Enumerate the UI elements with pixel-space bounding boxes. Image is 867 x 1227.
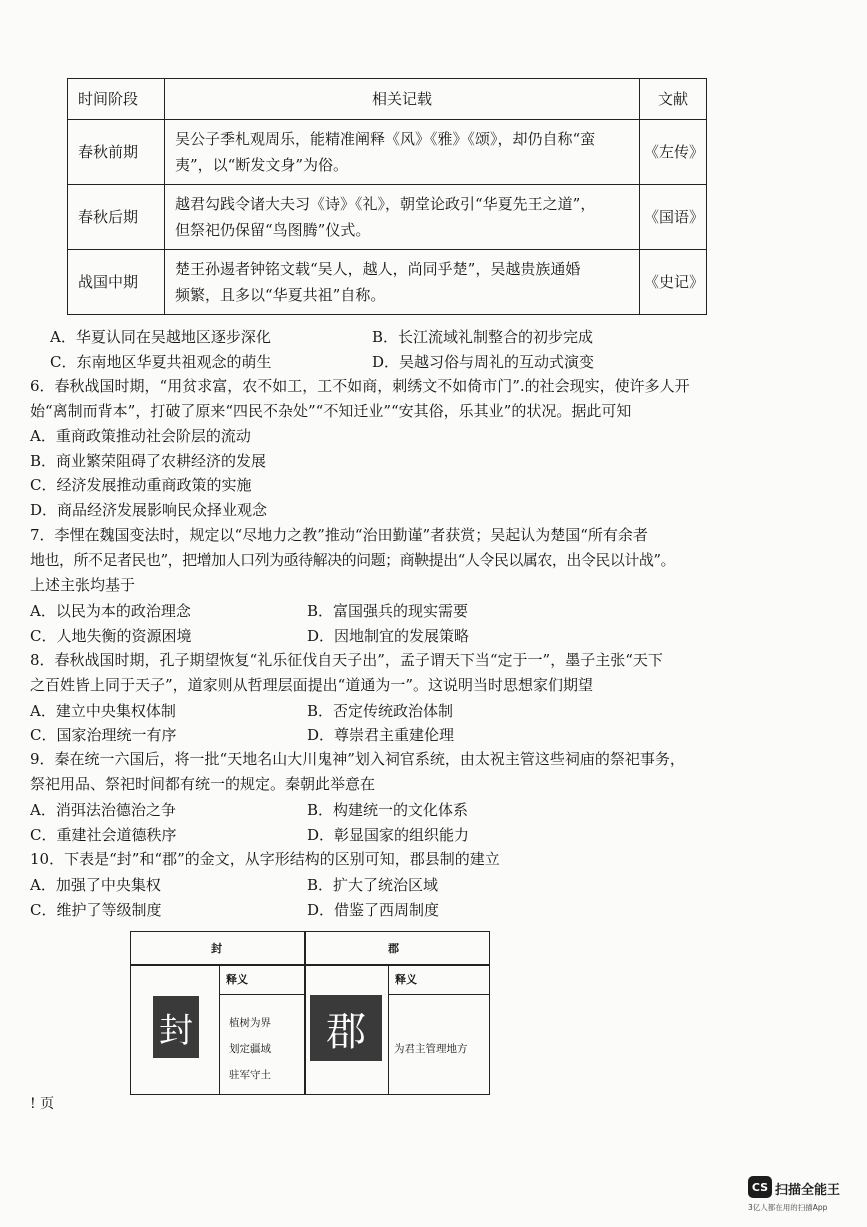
record-line: 频繁，且多以“华夏共祖”自称。 [175, 286, 386, 304]
q9-option-a: A．消弭法治德治之争 [30, 801, 176, 819]
jun-shiyi-label: 释义 [389, 965, 490, 995]
q10-option-b: B．扩大了统治区域 [307, 876, 439, 894]
q9-option-b: B．构建统一的文化体系 [307, 801, 469, 819]
row-source: 《国语》 [640, 185, 707, 250]
q7-stem-line: 地也，所不足者民也”，把增加人口列为亟待解决的问题；商鞅提出“人令民以属农，出令民以计战”。 [30, 551, 676, 569]
q9-option-d: D．彰显国家的组织能力 [307, 826, 470, 844]
q8-option-b: B．否定传统政治体制 [307, 702, 454, 720]
q7-option-d: D．因地制宜的发展策略 [307, 627, 470, 645]
jun-inscription-glyph: 郡 [310, 995, 382, 1061]
row-source: 《史记》 [640, 250, 707, 315]
header-period: 时间阶段 [68, 79, 165, 120]
feng-meaning-line: 划定疆域 [229, 1043, 271, 1055]
q7-stem-line: 上述主张均基于 [30, 576, 136, 594]
q6-option-c: C．经济发展推动重商政策的实施 [30, 476, 252, 494]
q5-option-b: B．长江流域礼制整合的初步完成 [372, 328, 594, 346]
q6-option-b: B．商业繁荣阻碍了农耕经济的发展 [30, 452, 267, 470]
header-source: 文献 [640, 79, 707, 120]
inscription-header-feng: 封 [211, 942, 222, 955]
records-table [67, 78, 707, 315]
q6-stem-line: 始“离制而背本”，打破了原来“四民不杂处”“不知迁业”“安其俗，乐其业”的状况。据此可知 [30, 402, 632, 420]
row-record [165, 250, 640, 315]
q8-stem-line: 8．春秋战国时期，孔子期望恢复“礼乐征伐自天子出”，孟子谓天下当“定于一”，墨子主张“天下 [30, 651, 663, 669]
row-period: 战国中期 [68, 250, 165, 315]
q8-option-c: C．国家治理统一有序 [30, 726, 177, 744]
feng-meaning-line: 驻军守土 [229, 1069, 271, 1081]
q6-option-d: D．商品经济发展影响民众择业观念 [30, 501, 268, 519]
row-period: 春秋前期 [68, 120, 165, 185]
q5-option-d: D．吴越习俗与周礼的互动式演变 [372, 353, 595, 371]
row-record [165, 120, 640, 185]
brand-tagline: 3亿人都在用的扫描App [748, 1203, 828, 1212]
record-line: 楚王孙逷者钟铭文载“吴人，越人，尚同乎楚”，吴越贵族通婚 [175, 260, 581, 278]
q6-stem-line: 6．春秋战国时期，“用贫求富，农不如工，工不如商，刺绣文不如倚市门”.的社会现实，使许多人开 [30, 377, 690, 395]
q7-option-b: B．富国强兵的现实需要 [307, 602, 469, 620]
q7-option-c: C．人地失衡的资源困境 [30, 627, 192, 645]
jun-meaning-cell [388, 965, 490, 1094]
q10-option-a: A．加强了中央集权 [30, 876, 161, 894]
table-row [68, 250, 707, 315]
record-line: 但祭祀仍保留“鸟图腾”仪式。 [175, 221, 371, 239]
inscription-header-jun: 郡 [388, 942, 399, 955]
row-period: 春秋后期 [68, 185, 165, 250]
table-row [68, 120, 707, 185]
camscanner-logo-icon: CS [748, 1176, 772, 1198]
record-line: 夷”，以“断发文身”为俗。 [175, 156, 349, 174]
q9-stem-line: 祭祀用品、祭祀时间都有统一的规定。秦朝此举意在 [30, 775, 376, 793]
table-row [68, 185, 707, 250]
inscription-table [130, 931, 490, 1095]
row-record [165, 185, 640, 250]
q6-option-a: A．重商政策推动社会阶层的流动 [30, 427, 251, 445]
q9-stem-line: 9．秦在统一六国后，将一批“天地名山大川鬼神”划入祠官系统，由太祝主管这些祠庙的祭祀事务， [30, 750, 685, 768]
q8-option-a: A．建立中央集权体制 [30, 702, 176, 720]
records-table-header [68, 79, 707, 120]
q8-option-d: D．尊崇君主重建伦理 [307, 726, 455, 744]
feng-inscription-glyph: 封 [153, 996, 199, 1058]
record-line: 吴公子季札观周乐，能精准阐释《风》《雅》《颂》，却仍自称“蛮 [175, 130, 596, 148]
row-source: 《左传》 [640, 120, 707, 185]
jun-meaning-line: 为君主管理地方 [394, 1043, 468, 1055]
q5-option-a: A．华夏认同在吴越地区逐步深化 [50, 328, 271, 346]
header-records: 相关记载 [165, 79, 640, 120]
brand-name: 扫描全能王 [775, 1183, 841, 1198]
feng-meaning-line: 植树为界 [229, 1017, 271, 1029]
q10-stem-line: 10．下表是“封”和“郡”的金文，从字形结构的区别可知，郡县制的建立 [30, 850, 500, 868]
q9-option-c: C．重建社会道德秩序 [30, 826, 177, 844]
record-line: 越君勾践令诸大夫习《诗》《礼》，朝堂论政引“华夏先王之道”， [175, 195, 596, 213]
page-number: ! 页 [30, 1096, 55, 1112]
feng-meaning-cell [219, 965, 305, 1094]
q10-option-d: D．借鉴了西周制度 [307, 901, 440, 919]
q8-stem-line: 之百姓皆上同于天子”，道家则从哲理层面提出“道通为一”。这说明当时思想家们期望 [30, 676, 594, 694]
q10-option-c: C．维护了等级制度 [30, 901, 162, 919]
feng-shiyi-label: 释义 [220, 965, 305, 995]
q7-option-a: A．以民为本的政治理念 [30, 602, 191, 620]
q5-option-c: C．东南地区华夏共祖观念的萌生 [50, 353, 272, 371]
q7-stem-line: 7．李悝在魏国变法时，规定以“尽地力之教”推动“治田勤谨”者获赏；吴起认为楚国“所有余者 [30, 526, 648, 544]
